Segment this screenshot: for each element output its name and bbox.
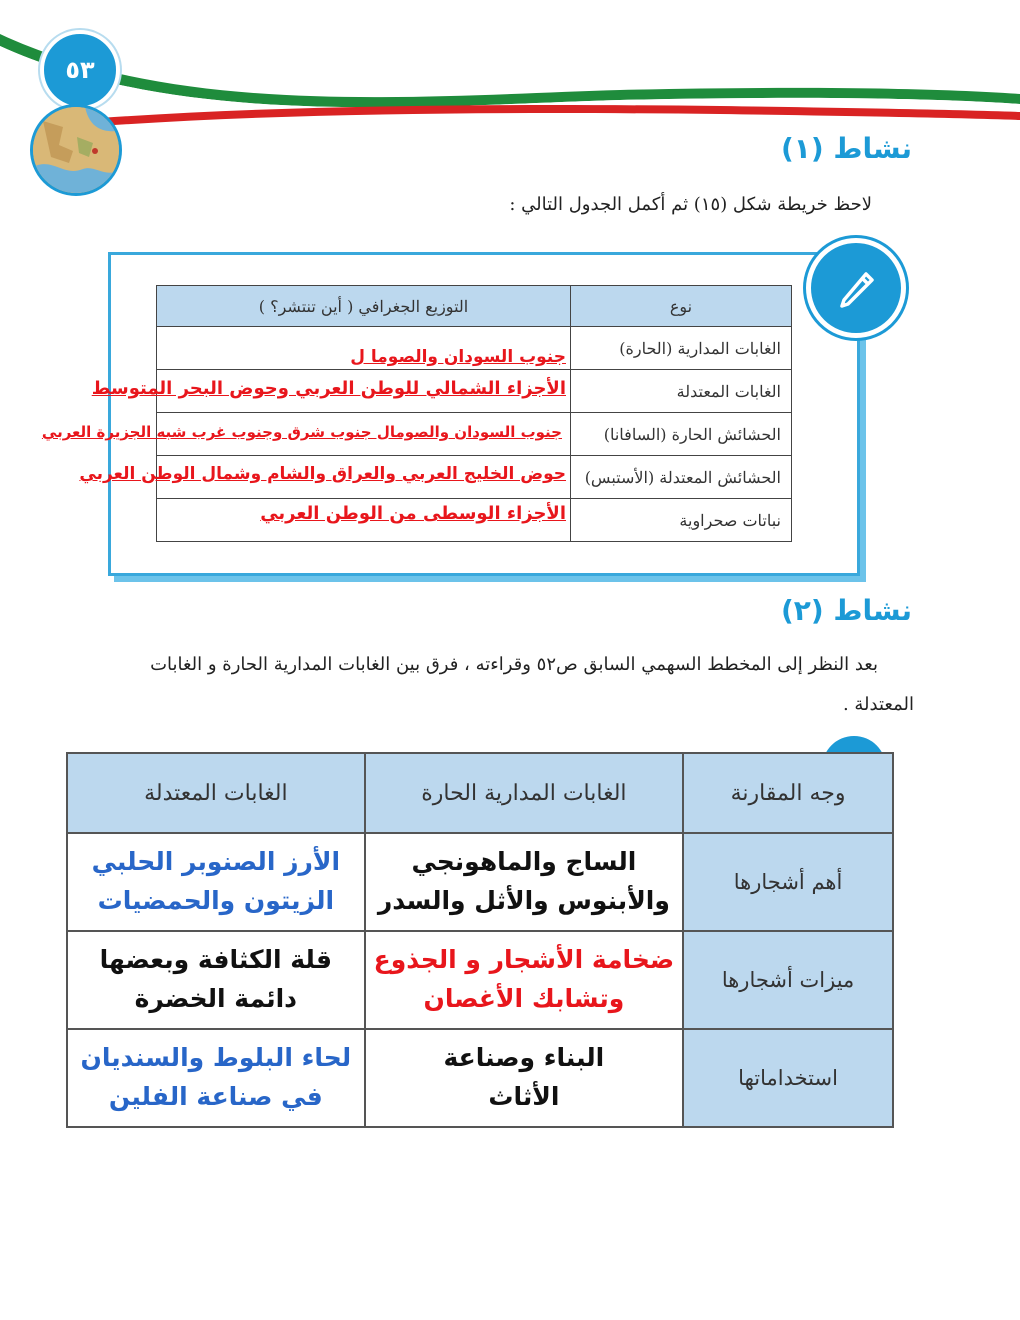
- row-answer-cell: [91, 370, 571, 413]
- table-row: [67, 1029, 893, 1127]
- tropical-cell: [365, 1029, 683, 1127]
- row-type: الغابات المدارية (الحارة): [571, 327, 792, 370]
- header-type: نوع: [571, 286, 792, 327]
- header-temperate: الغابات المعتدلة: [67, 753, 365, 833]
- table-row: [157, 413, 792, 456]
- map-thumbnail-icon: [30, 104, 122, 196]
- table-row: [157, 499, 792, 542]
- tropical-line: وتشابك الأغصان: [423, 984, 625, 1013]
- row-answer: جنوب السودان والصومال جنوب شرق وجنوب غرب شبه الجزيرة العربي: [41, 423, 562, 441]
- activity1-table: [41, 285, 792, 542]
- tropical-line: البناء وصناعة: [443, 1043, 605, 1073]
- table-header-row: [67, 753, 893, 833]
- red-wave: [100, 105, 1020, 126]
- row-answer: جنوب السودان والصوما ل: [350, 347, 566, 367]
- table-row: [157, 370, 792, 413]
- activity2-title: نشاط (٢): [780, 594, 912, 627]
- temperate-line: دائمة الخضرة: [134, 984, 297, 1013]
- row-aspect: أهم أشجارها: [683, 833, 893, 931]
- row-answer: حوض الخليج العربي والعراق والشام وشمال الوطن العربي: [79, 464, 566, 484]
- header-aspect: وجه المقارنة: [683, 753, 893, 833]
- temperate-cell: [67, 931, 365, 1029]
- tropical-line: والأبنوس والأثل والسدر: [377, 886, 670, 915]
- row-answer-cell: [41, 413, 571, 456]
- tropical-cell: [365, 833, 683, 931]
- pencil-icon: [830, 262, 882, 314]
- temperate-line: قلة الكثافة وبعضها: [99, 945, 332, 975]
- activity1-instruction: لاحظ خريطة شكل (١٥) ثم أكمل الجدول التالي :: [509, 194, 872, 215]
- tropical-line: الساج والماهونجي: [411, 847, 637, 877]
- row-type: نباتات صحراوية: [571, 499, 792, 542]
- temperate-line: الزيتون والحمضيات: [97, 886, 335, 915]
- header-waves: [0, 0, 1020, 150]
- row-answer-cell: [157, 499, 571, 542]
- row-answer: الأجزاء الوسطى من الوطن العربي: [260, 503, 566, 524]
- header-tropical: الغابات المدارية الحارة: [365, 753, 683, 833]
- table-row: [67, 833, 893, 931]
- row-type: الحشائش المعتدلة (الأستبس): [571, 456, 792, 499]
- green-wave: [0, 34, 1020, 107]
- tropical-line: ضخامة الأشجار و الجذوع: [373, 945, 675, 975]
- page-number: ٥٣: [40, 30, 120, 110]
- activity2-table: [66, 752, 894, 1128]
- temperate-cell: [67, 1029, 365, 1127]
- header-distribution: التوزيع الجغرافي ( أين تنتشر؟ ): [157, 286, 571, 327]
- row-answer-cell: [79, 456, 571, 499]
- row-aspect: استخداماتها: [683, 1029, 893, 1127]
- temperate-line: لحاء البلوط والسنديان: [80, 1043, 352, 1073]
- activity2-instruction-line1: بعد النظر إلى المخطط السهمي السابق ص٥٢ وقراءته ، فرق بين الغابات المدارية الحارة و الغابات: [150, 654, 878, 675]
- tropical-cell: [365, 931, 683, 1029]
- table-row: [67, 931, 893, 1029]
- activity2-instruction-line2: المعتدلة .: [842, 694, 914, 715]
- tropical-line: الأثاث: [488, 1082, 560, 1111]
- table-row: [157, 456, 792, 499]
- temperate-line: الأرز الصنوبر الحلبي: [91, 847, 341, 877]
- temperate-line: في صناعة الفلين: [108, 1082, 323, 1111]
- pencil-badge: [806, 238, 906, 338]
- row-answer-cell: [157, 327, 571, 370]
- row-answer: الأجزاء الشمالي للوطن العربي وحوض البحر المتوسط: [91, 378, 566, 399]
- row-type: الغابات المعتدلة: [571, 370, 792, 413]
- table-row: [157, 327, 792, 370]
- table-header-row: [157, 286, 792, 327]
- temperate-cell: [67, 833, 365, 931]
- row-type: الحشائش الحارة (السافانا): [571, 413, 792, 456]
- activity1-title: نشاط (١): [780, 132, 912, 165]
- row-aspect: ميزات أشجارها: [683, 931, 893, 1029]
